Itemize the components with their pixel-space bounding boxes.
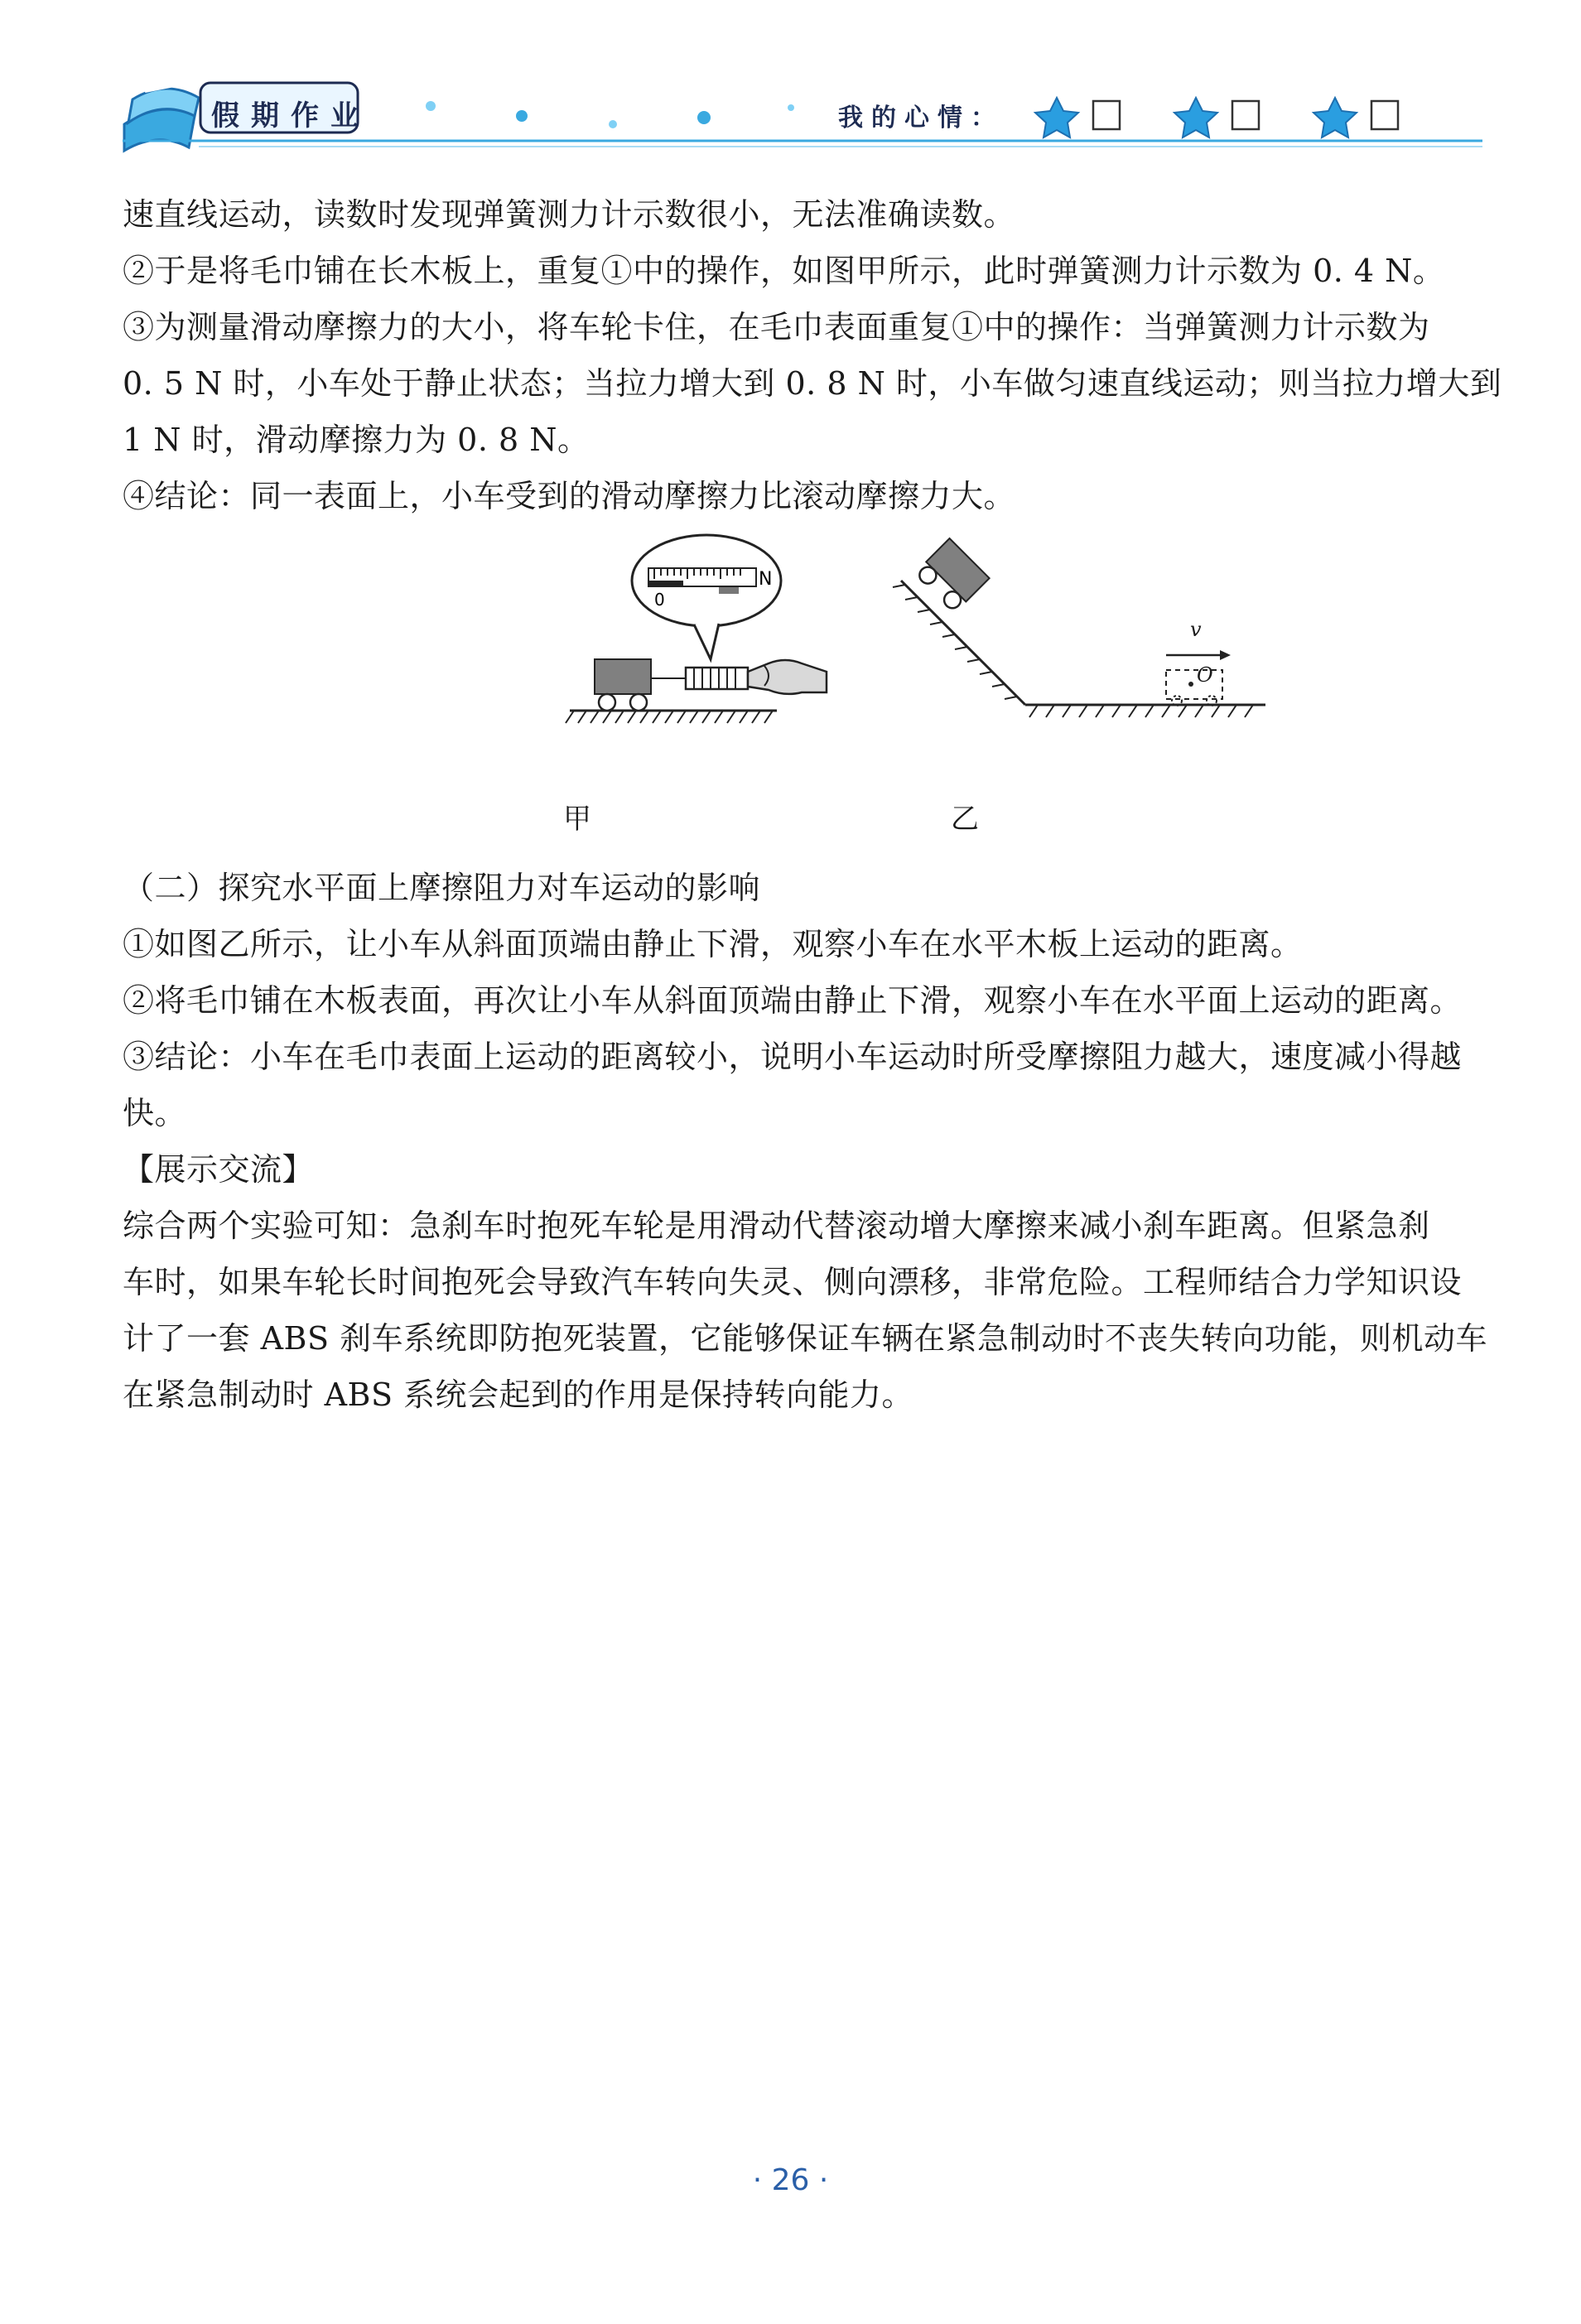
text-line: 速直线运动，读数时发现弹簧测力计示数很小，无法准确读数。 [123, 196, 1016, 233]
mood-sad-star-icon[interactable] [1313, 98, 1398, 137]
page-number: · 26 · [752, 2163, 829, 2197]
text-line: 综合两个实验可知：急刹车时抱死车轮是用滑动代替滚动增大摩擦来减小刹车距离。但紧急刹 [123, 1208, 1430, 1244]
experiment-figure [123, 531, 1481, 850]
text-line: 车时，如果车轮长时间抱死会导致汽车转向失灵、侧向漂移，非常危险。工程师结合力学知识设 [123, 1264, 1463, 1300]
figure-jia-diagram [566, 535, 827, 723]
figure-yi-diagram [893, 538, 1265, 717]
text-line: ②将毛巾铺在木板表面，再次让小车从斜面顶端由静止下滑，观察小车在水平面上运动的距离。 [123, 982, 1463, 1019]
scale-unit-label: N [759, 569, 773, 590]
text-line: 1 N 时，滑动摩擦力为 0. 8 N。 [123, 422, 590, 458]
text-line: 0. 5 N 时，小车处于静止状态；当拉力增大到 0. 8 N 时，小车做匀速直线运动；则当拉力增大到 [123, 365, 1502, 402]
header-decoration [0, 0, 1581, 166]
figure-label-yi: 乙 [951, 803, 979, 836]
header-title: 假期作业 [211, 99, 370, 133]
header-dots [426, 101, 794, 128]
text-line: ①如图乙所示，让小车从斜面顶端由静止下滑，观察小车在水平木板上运动的距离。 [123, 926, 1303, 962]
experiment-diagram [437, 531, 1282, 788]
text-line: ④结论：同一表面上，小车受到的滑动摩擦力比滚动摩擦力大。 [123, 478, 1016, 514]
mood-neutral-star-icon[interactable] [1174, 98, 1259, 137]
text-line: ③为测量滑动摩擦力的大小，将车轮卡住，在毛巾表面重复①中的操作：当弹簧测力计示数为 [123, 309, 1430, 345]
section-heading: （二）探究水平面上摩擦阻力对车运动的影响 [123, 870, 761, 906]
text-line: 在紧急制动时 ABS 系统会起到的作用是保持转向能力。 [123, 1377, 914, 1413]
scale-zero-label: 0 [654, 590, 665, 610]
mood-label: 我的心情： [838, 104, 1004, 133]
text-line: 计了一套 ABS 刹车系统即防抱死装置，它能够保证车辆在紧急制动时不丧失转向功能，则机动车 [123, 1320, 1488, 1357]
page-header [0, 0, 1581, 166]
text-line: ②于是将毛巾铺在长木板上，重复①中的操作，如图甲所示，此时弹簧测力计示数为 0. 4 N。 [123, 253, 1445, 289]
point-o-symbol: O [1197, 663, 1213, 687]
text-line: ③结论：小车在毛巾表面上运动的距离较小，说明小车运动时所受摩擦阻力越大，速度减小得越 [123, 1039, 1463, 1075]
mood-smile-star-icon[interactable] [1035, 98, 1120, 137]
figure-label-jia: 甲 [563, 803, 591, 836]
page-content [123, 186, 1502, 1423]
velocity-symbol: v [1190, 618, 1202, 641]
text-line: 快。 [123, 1095, 187, 1131]
section-heading: 【展示交流】 [123, 1151, 315, 1188]
